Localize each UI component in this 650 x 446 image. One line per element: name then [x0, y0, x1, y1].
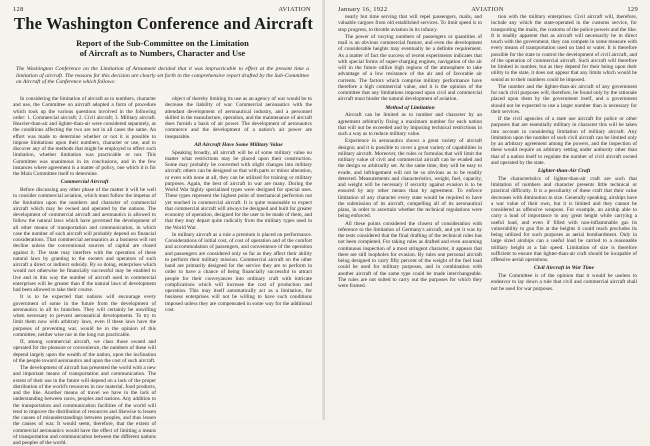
right-publication-header: AVIATION	[471, 6, 504, 13]
left-column-1	[13, 96, 156, 446]
section-heading: Commercial Aircraft	[60, 179, 109, 186]
body-paragraph: If the civil agencies of a state use aircraft for police or other purposes that are essentially military in character this will be taken into account in considering limitation of military aircraft. Any limitation upon the number of such civil aircraft can be limited only by an arbitrary agreement among the powers, and the inspection of these would require an arbitrary setting under authority other than that of a nation itself to regulate the number of civil aircraft owned and operated by the state.	[491, 116, 637, 166]
body-paragraph: In considering the limitation of aircraft as to numbers, character and use, the Committee on aircraft adopted a form of procedure which took up the various questions involved in the following order: 1. Commercial aircraft; 2. Civil aircraft; 3. Military aircraft. Heavier-than-air and lighter-than-air were considered separately, as the conditions affecting the two are not in all cases the same. An effort was made to determine whether or not it is possible to impose limitations upon their numbers, character or use, and to discover any of the methods that might be employed to effect such limitation, whether limitation was practicable or not. This Committee was unanimous in its conclusions, and in the few instances where agreement is a matter of policy, one which it is for the Main Committee itself to determine.	[13, 96, 156, 177]
body-paragraph: In military aircraft as a rule a premium is placed on performance. Considerations of initial cost, of cost of operation and of the comfort and accommodation of passengers, and convenience of the operation and passengers are considered only so far as they affect their ability to perform their military mission. Commercial aircraft on the other hand are primarily designed for the service they are to perform in order to have a chance of being financially successful to attract people for their conveyances into ordinary craft with intricate complications which will increase the cost of production and operation. This may itself automatically act as a limitation, for business enterprises will not be willing to have such conditions imposed unless they are compensated in some way for the additional cost.	[165, 231, 312, 313]
left-publication-header: AVIATION	[278, 6, 311, 13]
body-paragraph: All these points considered the closest of consideration with reference to the limitation of Germany's aircraft, and yet it was by the tests considered that the final drafting of the technical rules has not been completed. For taking rules as drafted and even assuming continuous inspection of a most stringent character, it appears that there are still loopholes for evasion. By rules one personal aircraft being designed to carry fifty percent of the weight of the fuel load could be used for military purposes, and in combination with another aircraft of the same type could be made interchangeable. The rules are not suited to carry out the purposes for which they were framed.	[338, 220, 482, 289]
body-paragraph: Before discussing any other phase of the matter it will be well to consider commercial aviation, which must follow the impetus of the limitation upon the numbers and character of commercial aircraft which may be owned and operated by the nations. The development of commercial aircraft and aeronautics is allowed to follow the natural laws which have governed the development of all other means of transportation and communication, in which case the number of such aircraft will probably depend on financial considerations. That commercial aeronautics as a business will not decline unless the conventional sources of capital are closed against it. The state may interfere with the operation of these natural laws by granting to the owners and operators of such aircraft a direct or indirect subsidy. By so doing, enterprises which would not otherwise be financially successful may be enabled to live and in this way the number of aircraft used in commercial enterprises will be greater than if the natural laws of development had been allowed to take their course.	[13, 187, 156, 293]
section-heading: Civil Aircraft in War Time	[533, 265, 595, 272]
right-page	[325, 0, 650, 420]
right-page-number-header: 129	[627, 6, 638, 13]
body-paragraph: The development of aircraft has presented the world with a new and important means of transportation and communication. The extent of their use in the future will depend on a lack of the proper distribution of the world's resources in raw material, food products, and the like. Another means of travel we have in the lack of understanding between races, peoples and nations. Any addition to the transportation and communication facilities of the world will tend to improve the distribution of resources and likewise to lessen the causes of misunderstandings between peoples, and thus lessen the causes of war. It would seem, therefore, that the extent of commercial aeronautics would have the effect of limiting a means of transportation and communication between the different nations and peoples of the world.	[13, 365, 156, 446]
left-page-number-header: 128	[13, 6, 24, 13]
article-title: The Washington Conference and Aircraft	[14, 14, 314, 33]
body-paragraph: The power of varying numbers of passengers or quantities of mail is an obvious commercial feature, and even the development of considerable heights may eventually be a definite requirement. As a matter of fact the success of recent experiments indicates that with special forms of super-charging engines, navigation of the air will in the future utilize high regions of the atmosphere to take advantage of a low resistance of the air and of favorable air currents. The factors which comprise military performance have therefore a high commercial value, and it is the opinion of the committee that any limitations imposed upon civil and commercial aircraft must hinder the natural development of aviation.	[338, 33, 482, 103]
section-heading: All Aircraft Have Some Military Value	[194, 141, 283, 148]
body-paragraph: Aircraft can be limited as to number and character by an agreement arbitrarily fixing a maximum number for each nation that will not be exceeded and by imposing technical restrictions in such a way as to reduce military value.	[338, 112, 482, 137]
body-paragraph: If, among commercial aircraft, we class those owned and operated for the pleasure or convenience, the numbers of these will depend largely upon the wealth of the nation, upon the inclination of the people toward aeronautics and upon the cost of such aircraft.	[13, 339, 156, 364]
article-subtitle	[14, 38, 311, 58]
body-paragraph: The characteristics of lighter-than-air craft are such that limitation of numbers and character presents little technical or practical difficulty. It is a peculiarity of these craft that their value decreases with diminution in size. Generally speaking, airships have a war value of their own, but it is limited and they cannot be considered as offensive weapons. For example, an airship able to carry a load of importance to any great height while carrying a useful load, and even if filled with non-inflammable gas its vulnerability to gun fire at the heights it could reach precludes its being utilized for such purposes as aerial bombardment. Only in large sized airships can a useful load be carried to a reasonable military height at a fair speed. Limitation of size is therefore sufficient to ensure that lighter-than-air craft should be incapable of offensive aerial operations.	[491, 175, 637, 263]
body-paragraph: tion with the military enterprises. Civil aircraft will, therefore, include any which the state-operated in the customs service, for transporting the mails, the customs of the police powers and the like. It is readily apparent that as aircraft will necessarily be in direct touch with the government, they can compete in some measure with every means of transportation used on land or water. It is therefore possible for the state to control the development of civil aircraft, and of the operation of commercial aircraft. Such aircraft will therefore be limited in number, but as they depend for their being upon their utility to the state, it does not appear that any limits which would be sound as to their numbers could be imposed.	[491, 14, 637, 83]
subtitle-line: of Aircraft as to Numbers, Character and Use	[79, 48, 246, 58]
body-paragraph: nearly but time serving that will repel passengers, mails, and valuable cargoes from old established services. To limit speed is to stop progress, to throttle aviation in its infancy.	[338, 14, 482, 33]
right-column-1	[338, 14, 482, 410]
subtitle-line: Report of the Sub-Committee on the Limitation	[76, 38, 249, 48]
section-heading: Method of Limitation	[385, 104, 435, 111]
body-paragraph: Experience in aeronautics shows a great variety of aircraft designs; and it is possible to cover a great variety of capabilities in military aircraft. Moreover, the rules or formulas that will limit the military value of civil and commercial aircraft can be evaded and the design so arbitrarily set. At the same time, they will be easy to evade, and infringement will not be so obvious as to be readily detected. Measurements and characteristics, weight, fuel, capacity, and weight will be necessary if security against evasion is to be ensured by any other means than by agreement. To enforce limitation of any character every state would be required to have the submission of its aircraft, compelling all of its aeronautical plans, in order to ascertain whether the technical regulations were being enforced.	[338, 138, 482, 220]
body-paragraph: It is to be expected that nations will encourage every government of some in the future from the development of aeronautics in all its branches. They will certainly be unwilling when necessary to prevent aeronautical developments. To try to limit them now with arbitrary laws, even if these laws have the purposes of preventing war, would be in the opinion of this committee, neither wise nor in the long run practicable.	[13, 294, 156, 338]
article-intro: The Washington Conference on the Limitation of Armament decided that it was impracticable to effect at the present time a limitation of aircraft. The reasons for this decision are clearly set forth in the comprehensive report drafted by the Sub-Committee on Aircraft of the Conference which follows:	[16, 66, 309, 86]
body-paragraph: object of thereby limiting its use as an agency of war would be to decrease the liability of war. Commercial aeronautics with the attendant development of aeronautical industry, and a personnel skilled in the manufacture, operation, and the maintenance of aircraft does furnish a basis of air power. The development of aeronautics commerce and the development of a nation's air power are inseparable.	[165, 96, 312, 140]
section-heading: Lighter-than-Air Craft	[537, 168, 591, 174]
right-column-2	[491, 14, 637, 410]
right-date-header: January 16, 1922	[338, 6, 388, 13]
left-column-2	[165, 96, 312, 410]
body-paragraph: Speaking broadly, all aircraft will be of some military value no matter what restrictions may be placed upon their construction. Some may probably be converted with slight changes into military aircraft; others can be designed so that with parts or minor alteration, or even with none at all, they can be utilized for training or military purposes. Again, the best of aircraft in war are many. During the World War highly specialized types were designed for special uses. These types represent the highest point of mechanical perfection not yet reached in commercial aircraft. It is quite reasonable to expect that commercial aircraft will always be designed and built for greater economy of operation, designed for the user to be made of them, and that they may depart quite radically from the military types used in the World War.	[165, 149, 312, 231]
body-paragraph: The number and the lighter-than-air aircraft of any government for such civil purposes will, therefore, be found only by the rationale placed upon them by the government itself, and a government should not be expected to use a larger number than is necessary for their services.	[491, 83, 637, 115]
body-paragraph: The Committee is of the opinion that it would be useless to endeavor to lay down a rule that civil and commercial aircraft shall not be used for war purposes.	[491, 273, 637, 292]
